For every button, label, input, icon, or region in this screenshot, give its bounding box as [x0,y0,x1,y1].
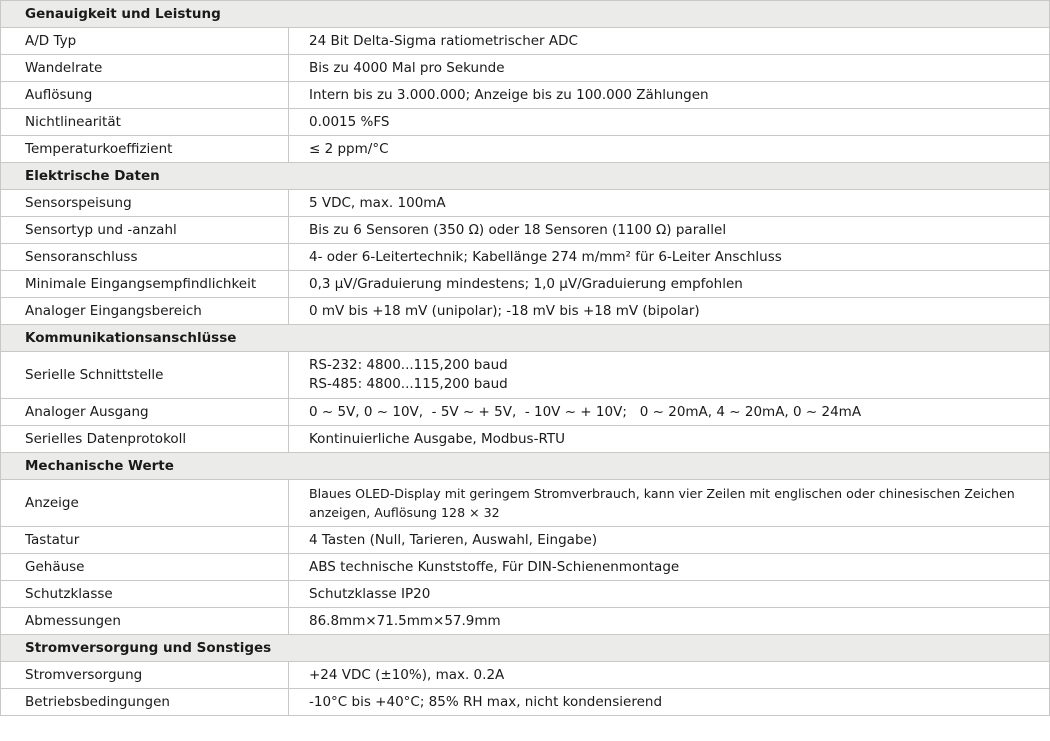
row-label: Gehäuse [1,554,289,581]
row-value: 0.0015 %FS [289,109,1050,136]
table-row [1,608,1050,635]
table-row [1,55,1050,82]
row-value [289,352,1050,399]
table-row [1,109,1050,136]
table-row [1,352,1050,399]
row-value [289,480,1050,527]
row-label: Schutzklasse [1,581,289,608]
row-label: Wandelrate [1,55,289,82]
row-value-line: RS-485: 4800...115,200 baud [309,376,508,392]
row-value: 0,3 μV/Graduierung mindestens; 1,0 μV/Graduierung empfohlen [289,271,1050,298]
row-value: 4- oder 6-Leitertechnik; Kabellänge 274 m/mm² für 6-Leiter Anschluss [289,244,1050,271]
table-row [1,28,1050,55]
section-title: Mechanische Werte [1,453,1050,480]
row-value: 86.8mm×71.5mm×57.9mm [289,608,1050,635]
table-row [1,581,1050,608]
table-row [1,244,1050,271]
row-value-line: anzeigen, Auflösung 128 × 32 [309,505,500,520]
table-row [1,217,1050,244]
row-value: 5 VDC, max. 100mA [289,190,1050,217]
row-value: 4 Tasten (Null, Tarieren, Auswahl, Eingabe) [289,527,1050,554]
row-value: 0 ~ 5V, 0 ~ 10V, - 5V ~ + 5V, - 10V ~ + 10V; 0 ~ 20mA, 4 ~ 20mA, 0 ~ 24mA [289,399,1050,426]
row-value: ABS technische Kunststoffe, Für DIN-Schienenmontage [289,554,1050,581]
row-label: Abmessungen [1,608,289,635]
row-value: ≤ 2 ppm/°C [289,136,1050,163]
row-label: Sensoranschluss [1,244,289,271]
row-label: Analoger Eingangsbereich [1,298,289,325]
row-value-line: Blaues OLED-Display mit geringem Stromverbrauch, kann vier Zeilen mit englischen oder chinesischen Zeichen [309,486,1015,501]
row-value: Bis zu 6 Sensoren (350 Ω) oder 18 Sensoren (1100 Ω) parallel [289,217,1050,244]
row-value: Schutzklasse IP20 [289,581,1050,608]
table-row [1,271,1050,298]
section-header [1,325,1050,352]
row-value: Bis zu 4000 Mal pro Sekunde [289,55,1050,82]
row-label: Serielles Datenprotokoll [1,426,289,453]
table-row [1,426,1050,453]
table-row [1,136,1050,163]
section-header [1,1,1050,28]
row-label: Stromversorgung [1,662,289,689]
row-label: Auflösung [1,82,289,109]
row-value: Intern bis zu 3.000.000; Anzeige bis zu 100.000 Zählungen [289,82,1050,109]
table-row [1,480,1050,527]
row-label: Tastatur [1,527,289,554]
row-label: Sensortyp und -anzahl [1,217,289,244]
row-value: Kontinuierliche Ausgabe, Modbus-RTU [289,426,1050,453]
row-label: Temperaturkoeffizient [1,136,289,163]
table-row [1,399,1050,426]
table-row [1,298,1050,325]
table-row [1,554,1050,581]
section-title: Genauigkeit und Leistung [1,1,1050,28]
row-label: A/D Typ [1,28,289,55]
section-title: Elektrische Daten [1,163,1050,190]
row-value: 24 Bit Delta-Sigma ratiometrischer ADC [289,28,1050,55]
section-header [1,635,1050,662]
table-row [1,689,1050,716]
table-row [1,527,1050,554]
row-label: Nichtlinearität [1,109,289,136]
section-header [1,163,1050,190]
row-label: Sensorspeisung [1,190,289,217]
row-value: +24 VDC (±10%), max. 0.2A [289,662,1050,689]
row-label: Analoger Ausgang [1,399,289,426]
table-row [1,82,1050,109]
table-row [1,190,1050,217]
section-title: Stromversorgung und Sonstiges [1,635,1050,662]
section-title: Kommunikationsanschlüsse [1,325,1050,352]
row-value: 0 mV bis +18 mV (unipolar); -18 mV bis +18 mV (bipolar) [289,298,1050,325]
row-label: Betriebsbedingungen [1,689,289,716]
row-value-line: RS-232: 4800...115,200 baud [309,357,508,373]
row-label: Serielle Schnittstelle [1,352,289,399]
table-row [1,662,1050,689]
row-value: -10°C bis +40°C; 85% RH max, nicht kondensierend [289,689,1050,716]
row-label: Anzeige [1,480,289,527]
section-header [1,453,1050,480]
row-label: Minimale Eingangsempfindlichkeit [1,271,289,298]
